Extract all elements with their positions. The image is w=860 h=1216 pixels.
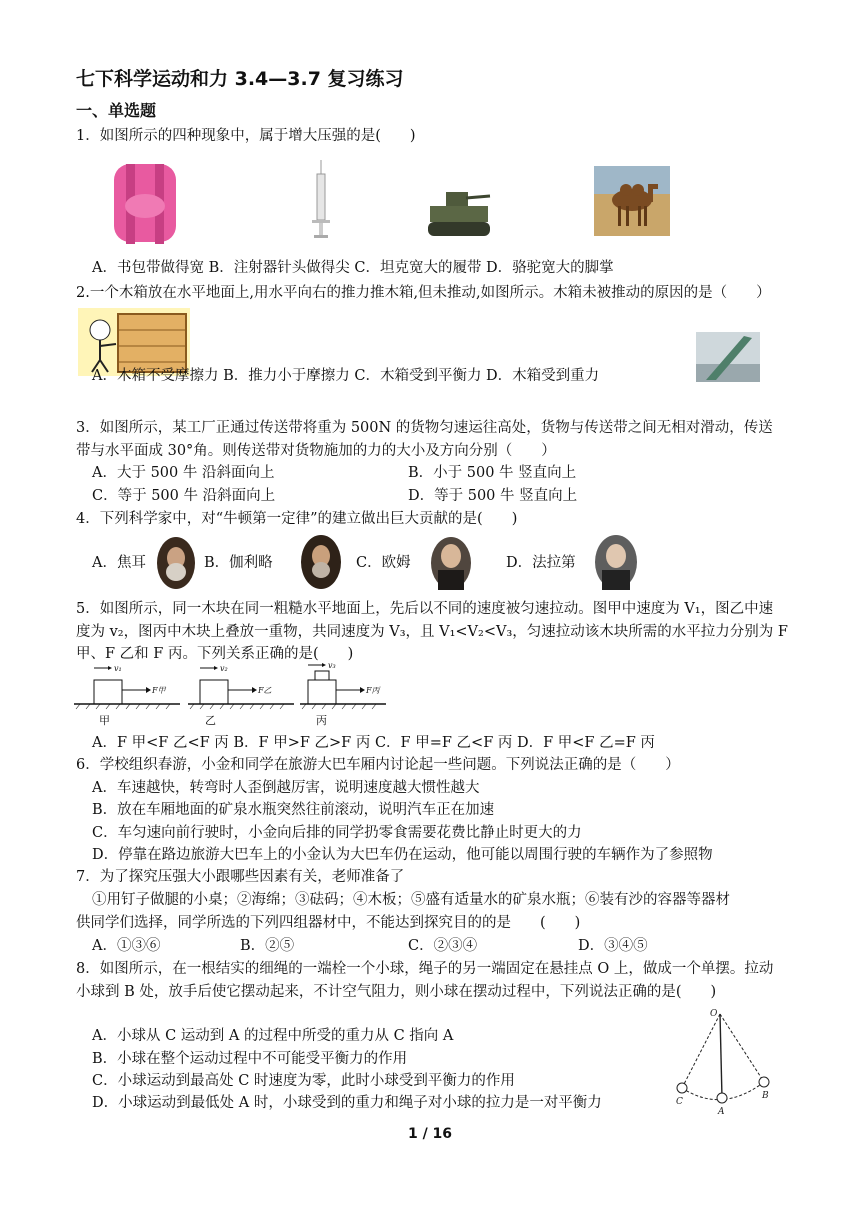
q5-v2-label: v₂ [220, 664, 228, 673]
pendulum-point-c: C [676, 1097, 683, 1107]
pendulum-point-a: A [718, 1107, 725, 1117]
q5-fig-label-yi: 乙 [205, 714, 216, 727]
q3-option-c: C．等于 500 牛 沿斜面向上 [92, 488, 276, 504]
pendulum-diagram [668, 1006, 784, 1118]
ohm-portrait [430, 536, 472, 590]
q7-stem-line3: 供同学们选择，同学所选的下列四组器材中，不能达到探究目的的是 ( ) [76, 915, 581, 931]
faraday-portrait [594, 534, 638, 590]
q3-stem-line1: 3．如图所示，某工厂正通过传送带将重为 500N 的货物匀速运往高处，货物与传送带之间无相对滑动，传送 [76, 420, 773, 436]
q5-stem-line2: 度为 v₂，图丙中木块上叠放一重物，共同速度为 V₃，且 V₁<V₂<V₃，匀速拉动该木块所需的水平拉力分别为 F [76, 624, 788, 640]
q5-stem-line3: 甲、F 乙和 F 丙。下列关系正确的是( ) [76, 646, 354, 662]
q6-option-a: A．车速越快，转弯时人歪倒越厉害，说明速度越大惯性越大 [92, 780, 480, 796]
section-heading: 一、单选题 [76, 101, 157, 120]
q6-option-c: C．车匀速向前行驶时，小金向后排的同学扔零食需要花费比静止时更大的力 [92, 825, 582, 841]
q8-stem-line2: 小球到 B 处，放手后使它摆动起来，不计空气阻力，则小球在摆动过程中，下列说法正确的是( ) [76, 984, 717, 1000]
page-title: 七下科学运动和力 3.4—3.7 复习练习 [76, 68, 404, 90]
q4-option-c: C．欧姆 [356, 555, 411, 571]
q5-f3-label: F丙 [366, 686, 380, 695]
q1-options: A．书包带做得宽 B．注射器针头做得尖 C．坦克宽大的履带 D．骆驼宽大的脚掌 [92, 260, 614, 276]
q3-option-a: A．大于 500 牛 沿斜面向上 [92, 465, 275, 481]
q2-options: A．木箱不受摩擦力 B．推力小于摩擦力 C．木箱受到平衡力 D．木箱受到重力 [92, 368, 600, 384]
page-number: 1 / 16 [407, 1126, 453, 1142]
q3-option-d: D．等于 500 牛 竖直向上 [408, 488, 578, 504]
q5-options: A．F 甲<F 乙<F 丙 B．F 甲>F 乙>F 丙 C．F 甲=F 乙<F 丙 D．F 甲<F 乙=F 丙 [92, 735, 655, 751]
q8-stem-line1: 8．如图所示，在一根结实的细绳的一端栓一个小球，绳子的另一端固定在悬挂点 O 上，做成一个单摆。拉动 [76, 961, 774, 977]
q1-stem: 1．如图所示的四种现象中，属于增大压强的是( ) [76, 128, 416, 144]
q5-fig-label-bing: 丙 [316, 714, 327, 727]
syringe-image [306, 160, 336, 240]
q7-option-a: A．①③⑥ [92, 938, 161, 954]
camel-image [594, 166, 670, 236]
tank-image [426, 186, 492, 242]
q4-stem: 4．下列科学家中，对“牛顿第一定律”的建立做出巨大贡献的是( ) [76, 511, 518, 527]
q5-block-diagrams [70, 660, 390, 728]
conveyor-belt-image [696, 332, 760, 382]
q5-stem-line1: 5．如图所示，同一木块在同一粗糙水平地面上，先后以不同的速度被匀速拉动。图甲中速度为 V₁，图乙中速 [76, 601, 774, 617]
q3-option-b: B．小于 500 牛 竖直向上 [408, 465, 577, 481]
q4-option-b: B．伽利略 [204, 555, 273, 571]
q8-option-c: C．小球运动到最高处 C 时速度为零，此时小球受到平衡力的作用 [92, 1073, 515, 1089]
galileo-portrait [300, 534, 342, 590]
q8-option-b: B．小球在整个运动过程中不可能受平衡力的作用 [92, 1051, 408, 1067]
q5-f2-label: F乙 [258, 686, 272, 695]
q7-stem-line2: ①用钉子做腿的小桌；②海绵；③砝码；④木板；⑤盛有适量水的矿泉水瓶；⑥装有沙的容器等器材 [92, 892, 730, 908]
q7-option-d: D．③④⑤ [578, 938, 648, 954]
joule-portrait [156, 536, 196, 590]
q6-option-d: D．停靠在路边旅游大巴车上的小金认为大巴车仍在运动，他可能以周围行驶的车辆作为了参照物 [92, 847, 713, 863]
q7-option-b: B．②⑤ [240, 938, 295, 954]
pendulum-point-o: O [710, 1009, 718, 1019]
q6-stem: 6．学校组织春游，小金和同学在旅游大巴车厢内讨论起一些问题。下列说法正确的是（ ） [76, 757, 680, 773]
q7-stem-line1: 7．为了探究压强大小跟哪些因素有关，老师准备了 [76, 869, 405, 885]
q6-option-b: B．放在车厢地面的矿泉水瓶突然往前滚动，说明汽车正在加速 [92, 802, 495, 818]
q5-v1-label: v₁ [114, 664, 122, 673]
q5-fig-label-jia: 甲 [99, 714, 110, 727]
backpack-image [108, 160, 182, 246]
q4-option-d: D．法拉第 [506, 555, 576, 571]
q8-option-d: D．小球运动到最低处 A 时，小球受到的重力和绳子对小球的拉力是一对平衡力 [92, 1095, 602, 1111]
q7-option-c: C．②③④ [408, 938, 478, 954]
pendulum-point-b: B [762, 1091, 769, 1101]
q8-option-a: A．小球从 C 运动到 A 的过程中所受的重力从 C 指向 A [92, 1028, 454, 1044]
q2-stem: 2.一个木箱放在水平地面上,用水平向右的推力推木箱,但未推动,如图所示。木箱未被推动的原因的是（ ） [76, 285, 771, 301]
q4-option-a: A．焦耳 [92, 555, 146, 571]
q5-f1-label: F甲 [152, 686, 166, 695]
q5-v3-label: v₃ [328, 661, 336, 670]
q3-stem-line2: 带与水平面成 30°角。则传送带对货物施加的力的大小及方向分别（ ） [76, 443, 556, 459]
